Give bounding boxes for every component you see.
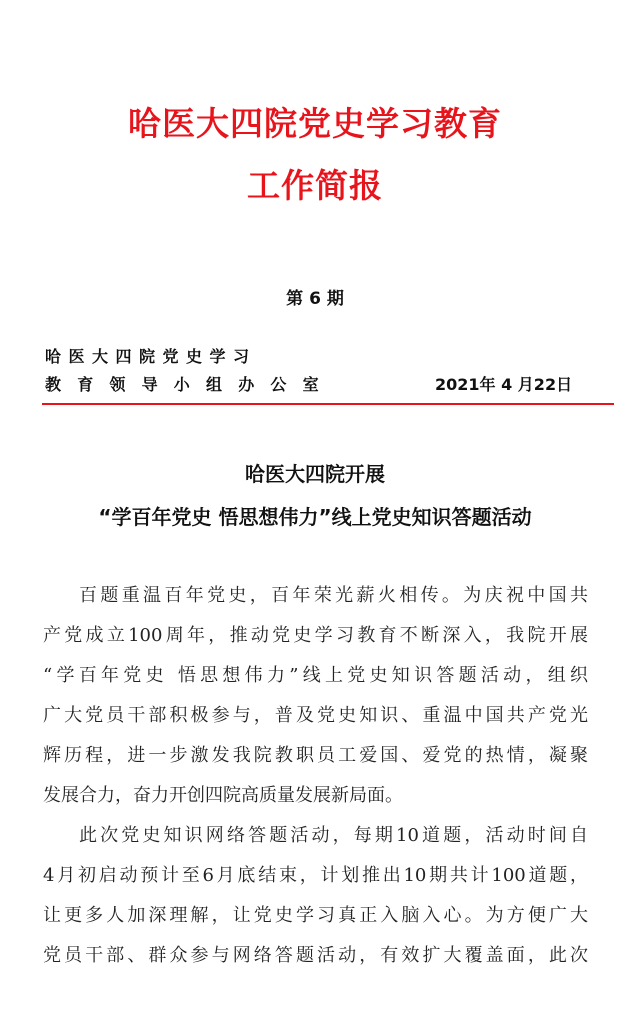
red-divider-rule	[42, 403, 614, 405]
bulletin-masthead-line2: 工作简报	[247, 166, 383, 205]
article-title-line2: “学百年党史 悟思想伟力”线上党史知识答题活动	[98, 505, 532, 529]
article-paragraph-2	[43, 816, 588, 976]
paragraph-line: “学百年党史 悟思想伟力”线上党史知识答题活动，组织	[43, 665, 588, 686]
issuer-line2: 教育领导小组办公室	[45, 375, 335, 394]
paragraph-line: 此次党史知识网络答题活动，每期10道题，活动时间自	[79, 825, 588, 846]
issue-date: 2021年 4 月22日	[435, 375, 573, 394]
paragraph-line: 辉历程，进一步激发我院教职员工爱国、爱党的热情，凝聚	[43, 745, 588, 766]
paragraph-line: 党员干部、群众参与网络答题活动，有效扩大覆盖面，此次	[43, 945, 588, 966]
paragraph-line: 百题重温百年党史，百年荣光薪火相传。为庆祝中国共	[79, 585, 588, 606]
article-paragraph-1	[43, 576, 588, 816]
issue-number: 第 6 期	[286, 289, 344, 309]
paragraph-line: 让更多人加深理解，让党史学习真正入脑入心。为方便广大	[43, 905, 588, 926]
paragraph-line: 发展合力，奋力开创四院高质量发展新局面。	[43, 785, 403, 806]
bulletin-masthead-line1: 哈医大四院党史学习教育	[128, 104, 502, 143]
paragraph-line: 4月初启动预计至6月底结束，计划推出10期共计100道题，	[43, 865, 588, 886]
article-title-line1: 哈医大四院开展	[245, 462, 385, 486]
issuer-line1: 哈医大四院党史学习	[45, 347, 257, 366]
paragraph-line: 广大党员干部积极参与，普及党史知识、重温中国共产党光	[43, 705, 588, 726]
paragraph-line: 产党成立100周年，推动党史学习教育不断深入，我院开展	[43, 625, 588, 646]
